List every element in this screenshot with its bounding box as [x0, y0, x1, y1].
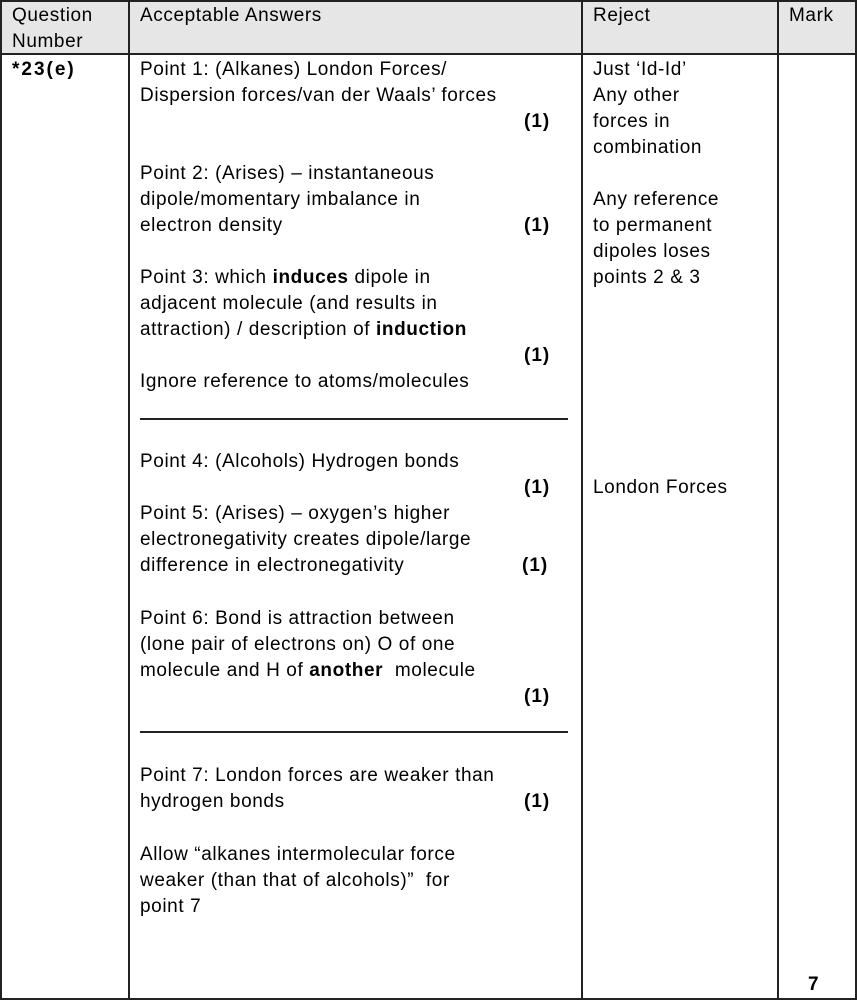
point-1-text: Dispersion forces/van der Waals’ forces [140, 85, 497, 106]
header-mark: Mark [789, 5, 834, 26]
point-2-text: electron density [140, 215, 283, 236]
header-question-number: Question [12, 5, 93, 26]
point-6-text: molecule and H of another molecule [140, 660, 476, 681]
header-question-number: Number [12, 31, 84, 52]
reject-text: Any other [593, 85, 680, 106]
point-6-text: (lone pair of electrons on) O of one [140, 634, 456, 655]
point-7-text: Point 7: London forces are weaker than [140, 765, 495, 786]
section-divider [140, 731, 568, 733]
reject-text: forces in [593, 111, 671, 132]
point-2-text: dipole/momentary imbalance in [140, 189, 421, 210]
question-number: *23(e) [12, 59, 76, 80]
column-divider [581, 0, 583, 1000]
point-2-mark: (1) [524, 215, 551, 236]
point-7-mark: (1) [524, 791, 551, 812]
point-6-mark: (1) [524, 686, 551, 707]
point-1-mark: (1) [524, 111, 551, 132]
reject-text: Any reference [593, 189, 720, 210]
point-1-text: Point 1: (Alkanes) London Forces/ [140, 59, 448, 80]
point-5-text: difference in electronegativity [140, 555, 405, 576]
column-divider [777, 0, 779, 1000]
point-3-text: adjacent molecule (and results in [140, 293, 438, 314]
header-acceptable-answers: Acceptable Answers [140, 5, 322, 26]
point-4-mark: (1) [524, 477, 551, 498]
point-5-mark: (1) [522, 555, 549, 576]
table-border-left [0, 0, 2, 1000]
reject-text: London Forces [593, 477, 728, 498]
column-divider [128, 0, 130, 1000]
point-3-text: Point 3: which induces dipole in [140, 267, 431, 288]
point-2-text: Point 2: (Arises) – instantaneous [140, 163, 435, 184]
point-3-mark: (1) [524, 345, 551, 366]
reject-text: points 2 & 3 [593, 267, 701, 288]
point-6-text: Point 6: Bond is attraction between [140, 608, 455, 629]
point-7-note: Allow “alkanes intermolecular force [140, 844, 456, 865]
section-divider [140, 418, 568, 420]
total-mark: 7 [808, 974, 820, 995]
point-3-text: attraction) / description of induction [140, 319, 467, 340]
header-reject: Reject [593, 5, 651, 26]
point-5-text: Point 5: (Arises) – oxygen’s higher [140, 503, 451, 524]
reject-text: combination [593, 137, 703, 158]
point-7-text: hydrogen bonds [140, 791, 285, 812]
point-7-note: weaker (than that of alcohols)” for [140, 870, 450, 891]
reject-text: Just ‘Id-Id’ [593, 59, 687, 80]
point-3-note: Ignore reference to atoms/molecules [140, 371, 470, 392]
reject-text: to permanent [593, 215, 713, 236]
point-5-text: electronegativity creates dipole/large [140, 529, 472, 550]
reject-text: dipoles loses [593, 241, 711, 262]
point-4-text: Point 4: (Alcohols) Hydrogen bonds [140, 451, 460, 472]
point-7-note: point 7 [140, 896, 202, 917]
